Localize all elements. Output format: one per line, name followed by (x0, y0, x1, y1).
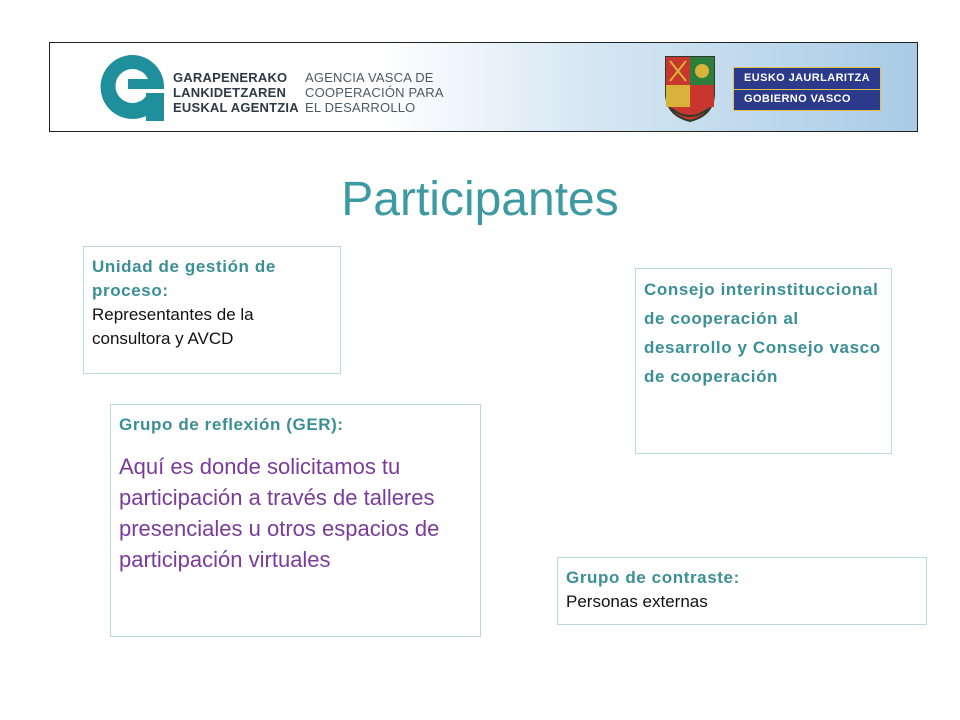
consejo-title: Consejo interinstituccional de cooperación al desarrollo y Consejo vasco de cooperación (644, 280, 881, 386)
consejo-box (635, 268, 892, 454)
unidad-gestion-text: Representantes de la consultora y AVCD (92, 305, 254, 348)
basque-government-logo (733, 67, 881, 111)
agency-logo-icon (94, 49, 170, 127)
grupo-reflexion-title: Grupo de reflexión (GER): (119, 415, 344, 434)
gov-name-basque: EUSKO JAURLARITZA (744, 72, 870, 84)
grupo-contraste-title: Grupo de contraste: (566, 568, 740, 587)
gov-name-spanish: GOBIERNO VASCO (744, 93, 851, 105)
agency-name-basque: GARAPENERAKO LANKIDETZAREN EUSKAL AGENTZIA (173, 70, 299, 115)
unidad-gestion-box (83, 246, 341, 374)
slide-title: Participantes (341, 173, 619, 226)
header-banner (49, 42, 918, 132)
grupo-contraste-box (557, 557, 927, 625)
grupo-reflexion-text: Aquí es donde solicitamos tu participación a través de talleres presenciales u otros espacios de participación virtuales (119, 454, 440, 572)
coat-of-arms-icon (660, 49, 720, 125)
grupo-reflexion-box (110, 404, 481, 637)
unidad-gestion-title: Unidad de gestión de proceso: (92, 257, 276, 300)
gov-divider (734, 89, 880, 90)
agency-name-spanish: AGENCIA VASCA DE COOPERACIÓN PARA EL DESARROLLO (305, 70, 444, 115)
grupo-contraste-text: Personas externas (566, 592, 708, 611)
